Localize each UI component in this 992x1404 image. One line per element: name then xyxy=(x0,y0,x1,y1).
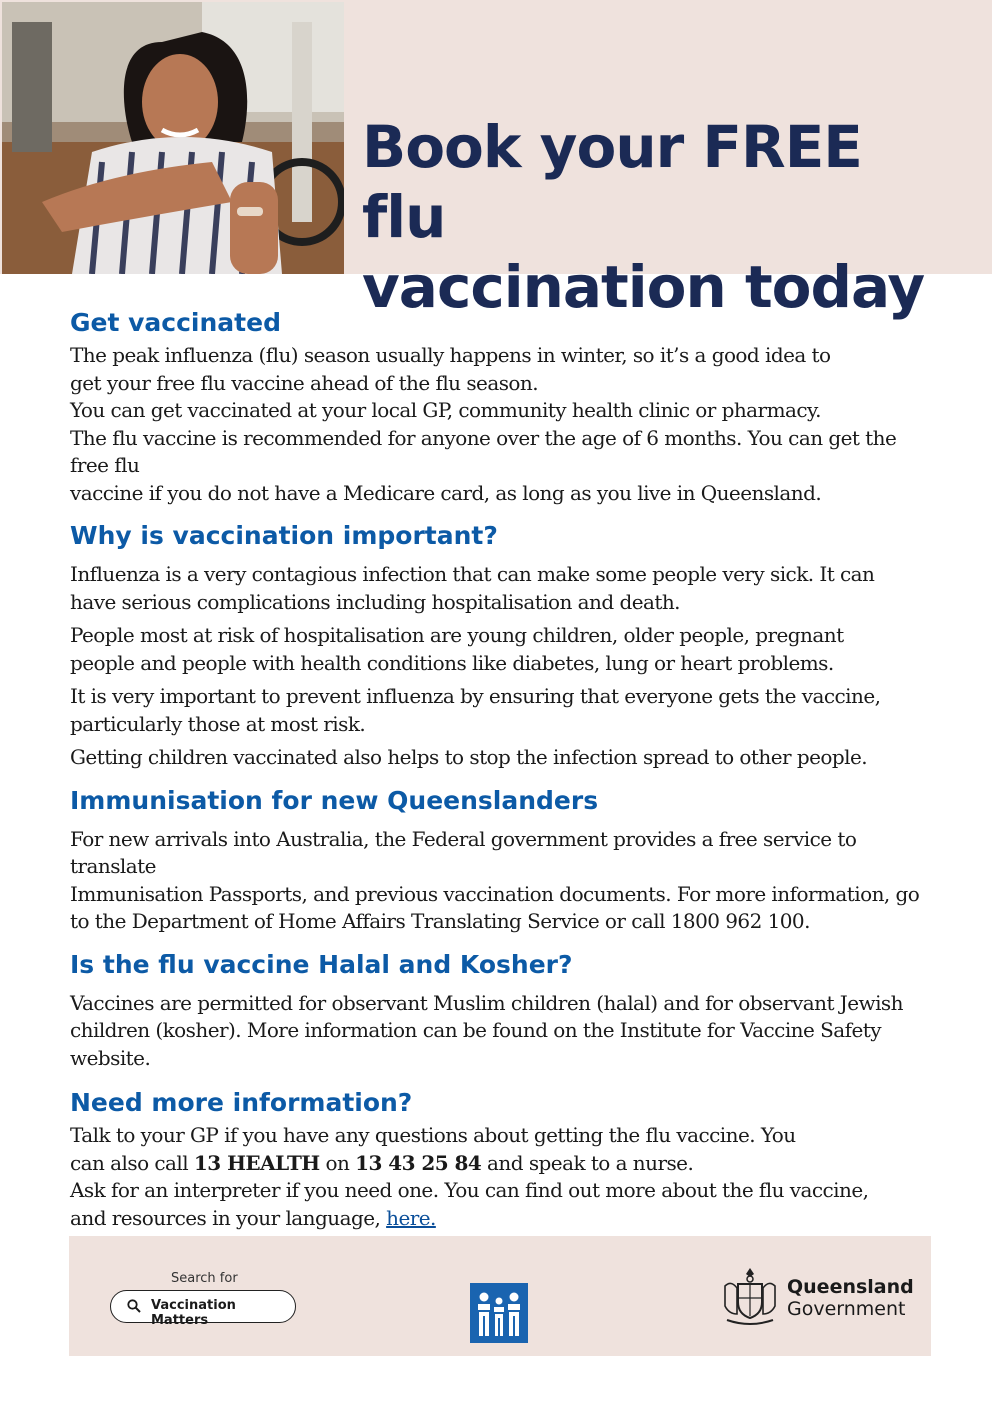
headline xyxy=(362,112,962,322)
section-heading: Why is vaccination important? xyxy=(70,521,498,550)
text-line-part: and resources in your language, xyxy=(70,1205,387,1230)
section-more-info xyxy=(70,1086,940,1232)
text-line: Ask for an interpreter if you need one. You can find out more about the flu vaccine, xyxy=(70,1178,869,1202)
text-line: children (kosher). More information can be found on the Institute for Vaccine Safety xyxy=(70,1018,881,1042)
hero-photo xyxy=(2,2,344,274)
search-pill[interactable] xyxy=(110,1290,296,1328)
text-line: get your free flu vaccine ahead of the flu season. xyxy=(70,370,539,395)
text-line: The peak influenza (flu) season usually happens in winter, so it’s a good idea to xyxy=(70,343,831,367)
text-line-part: on xyxy=(319,1150,356,1175)
hero-banner xyxy=(0,0,992,321)
text-line: Talk to your GP if you have any questions about getting the flu vaccine. You xyxy=(70,1123,796,1147)
text-line: Vaccines are permitted for observant Muslim children (halal) and for observant Jewish xyxy=(70,990,903,1015)
search-for-label: Search for xyxy=(171,1271,238,1286)
text-line: Getting children vaccinated also helps to stop the infection spread to other people. xyxy=(70,745,868,769)
section-get-vaccinated xyxy=(70,306,940,507)
text-line: You can get vaccinated at your local GP, community health clinic or pharmacy. xyxy=(70,398,821,422)
gov-line-1: Queensland xyxy=(787,1276,914,1298)
here-link[interactable]: here. xyxy=(386,1205,436,1230)
paragraph xyxy=(70,561,940,616)
section-new-queenslanders xyxy=(70,784,940,936)
text-line: vaccine if you do not have a Medicare card, as long as you live in Queensland. xyxy=(70,480,822,505)
section-heading: Need more information? xyxy=(70,1088,413,1117)
text-line: people and people with health conditions like diabetes, lung or heart problems. xyxy=(70,650,834,675)
section-heading: Is the flu vaccine Halal and Kosher? xyxy=(70,949,573,979)
search-term: Vaccination Matters xyxy=(151,1298,236,1328)
text-line: to the Department of Home Affairs Translating Service or call 1800 962 100. xyxy=(70,909,810,933)
text-line: For new arrivals into Australia, the Federal government provides a free service to translate xyxy=(70,826,857,878)
headline-line-1: Book your FREE flu xyxy=(362,113,862,251)
woman-photo-illustration xyxy=(2,2,344,274)
section-heading: Get vaccinated xyxy=(70,308,281,337)
text-line: It is very important to prevent influenza by ensuring that everyone gets the vaccine, xyxy=(70,684,881,708)
phone-service-name: 13 HEALTH xyxy=(193,1150,320,1175)
gov-line-2: Government xyxy=(787,1298,906,1320)
search-icon xyxy=(127,1299,141,1313)
paragraph xyxy=(70,622,940,677)
queensland-government-wordmark xyxy=(787,1276,914,1320)
headline-line-2: vaccination today xyxy=(362,253,925,321)
phone-number: 13 43 25 84 xyxy=(355,1150,482,1175)
section-why-important xyxy=(70,519,940,772)
paragraph xyxy=(70,1122,940,1232)
text-line: particularly those at most risk. xyxy=(70,711,366,736)
text-line: The flu vaccine is recommended for anyone over the age of 6 months. You can get the free flu xyxy=(70,425,897,477)
paragraph xyxy=(70,342,940,507)
text-line-part: and speak to a nurse. xyxy=(481,1150,694,1175)
paragraph xyxy=(70,990,940,1073)
paragraph xyxy=(70,683,940,738)
text-line-part: can also call xyxy=(70,1150,194,1175)
text-line: website. xyxy=(70,1045,151,1070)
section-halal-kosher xyxy=(70,948,940,1073)
section-heading: Immunisation for new Queenslanders xyxy=(70,785,599,815)
paragraph xyxy=(70,826,940,936)
family-icon xyxy=(470,1283,528,1343)
text-line: have serious complications including hospitalisation and death. xyxy=(70,589,680,614)
footer-banner xyxy=(69,1236,931,1356)
paragraph xyxy=(70,744,940,772)
text-line: Immunisation Passports, and previous vaccination documents. For more information, go xyxy=(70,881,920,906)
main-content xyxy=(70,306,940,1232)
text-line: People most at risk of hospitalisation are young children, older people, pregnant xyxy=(70,623,844,647)
queensland-crest-icon xyxy=(721,1266,779,1326)
text-line: Influenza is a very contagious infection that can make some people very sick. It can xyxy=(70,562,875,586)
